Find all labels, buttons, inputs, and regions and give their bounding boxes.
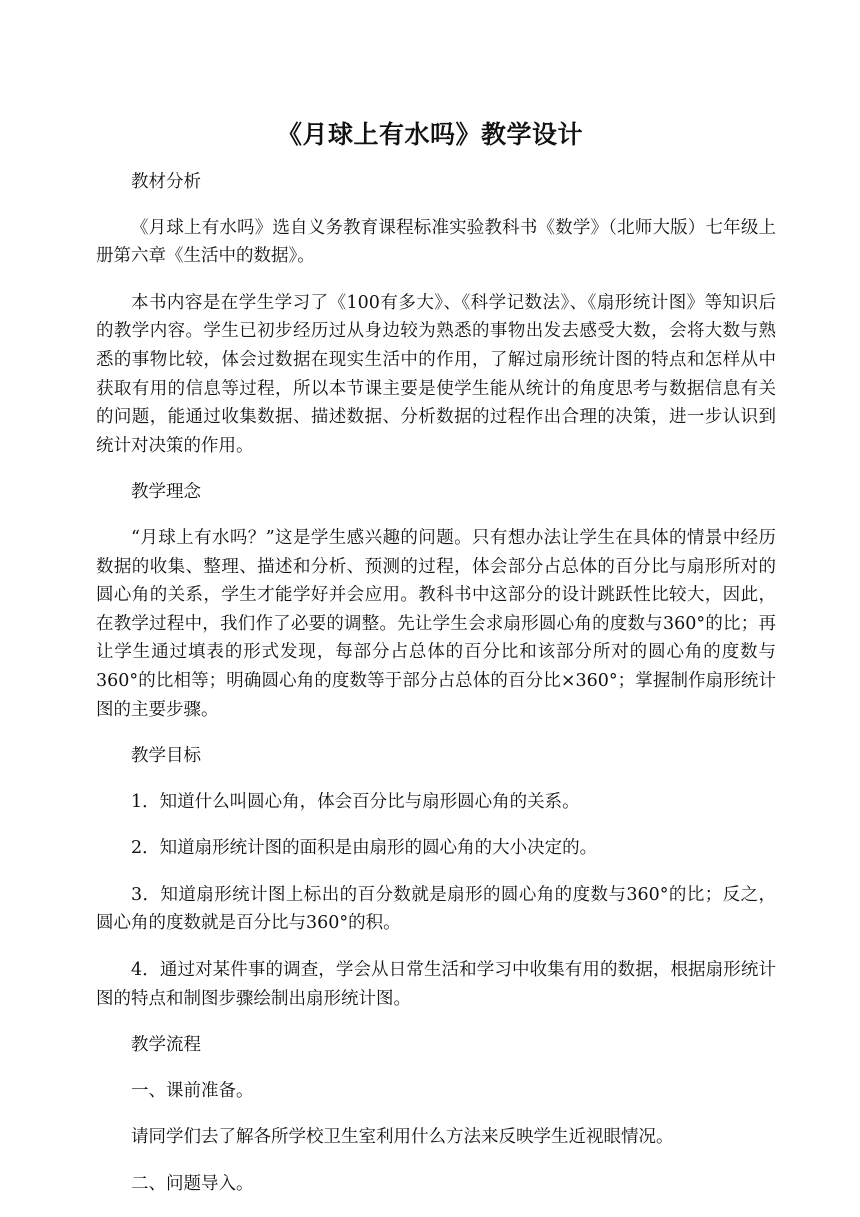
paragraph-content: 本书内容是在学生学习了《100有多大》、《科学记数法》、《扇形统计图》等知识后的教学内容。学生已初步经历过从身边较为熟悉的事物出发去感受大数，会将大数与熟悉的事物比较，体会过数据在现实生活中的作用，了解过扇形统计图的特点和怎样从中获取有用的信息等过程，所以本节课主要是使学生能从统计的角度思考与数据信息有关的问题，能通过收集数据、描述数据、分析数据的过程作出合理的决策，进一步认识到统计对决策的作用。 [96,292,776,456]
paragraph-source: 《月球上有水吗》选自义务教育课程标准实验教科书《数学》（北师大版）七年级上册第六章《生活中的数据》。 [96,217,776,267]
process-step-2: 二、问题导入。 [131,1174,254,1195]
document-title: 《月球上有水吗》教学设计 [276,120,583,149]
paragraph-philosophy: “月球上有水吗？”这是学生感兴趣的问题。只有想办法让学生在具体的情景中经历数据的收集、整理、描述和分析、预测的过程，体会部分占总体的百分比与扇形所对的圆心角的关系，学生才能学好并会应用。教科书中这部分的设计跳跃性比较大，因此，在教学过程中，我们作了必要的调整。先让学生会求扇形圆心角的度数与360°的比；再让学生通过填表的形式发现，每部分占总体的百分比和该部分所对的圆心角的度数与360°的比相等；明确圆心角的度数等于部分占总体的百分比×360°；掌握制作扇形统计图的主要步骤。 [96,527,776,720]
section-heading-materials: 教材分析 [131,172,201,192]
section-heading-philosophy: 教学理念 [131,482,201,503]
section-heading-goals: 教学目标 [131,746,201,767]
goal-item-3: 3．知道扇形统计图上标出的百分数就是扇形的圆心角的度数与360°的比；反之，圆心角的度数就是百分比与360°的积。 [96,884,776,934]
process-step-1-detail: 请同学们去了解各所学校卫生室利用什么方法来反映学生近视眼情况。 [131,1127,674,1148]
goal-item-4: 4．通过对某件事的调查，学会从日常生活和学习中收集有用的数据，根据扇形统计图的特点和制图步骤绘制出扇形统计图。 [96,960,776,1009]
document-body [96,168,776,1217]
section-heading-process: 教学流程 [131,1035,201,1056]
process-step-1: 一、课前准备。 [131,1080,254,1101]
goal-item-1: 1．知道什么叫圆心角，体会百分比与扇形圆心角的关系。 [131,791,580,812]
goal-item-2: 2．知道扇形统计图的面积是由扇形的圆心角的大小决定的。 [131,838,598,859]
